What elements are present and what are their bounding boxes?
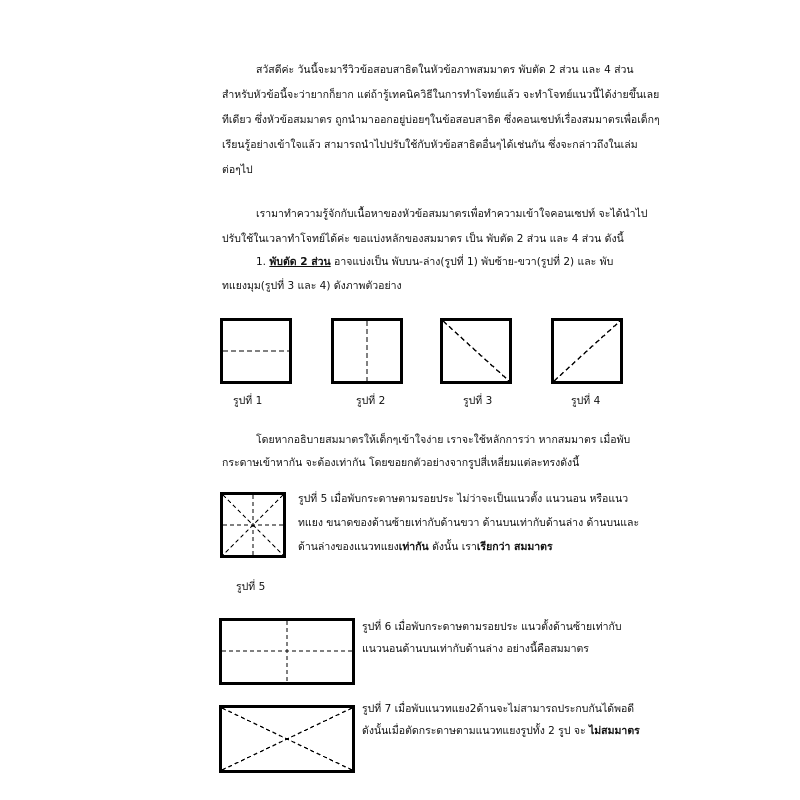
intro-line-2: สำหรับหัวข้อนี้จะว่ายากก็ยาก แต่ถ้ารู้เทคนิควิธีในการทำโจทย์แล้ว จะทำโจทย์แนวนี้ได้ง่ายขึ้นเลย: [222, 89, 660, 101]
item1-line-2: ทแยงมุม(รูปที่ 3 และ 4) ดังภาพตัวอย่าง: [222, 280, 402, 292]
fig5-line-1: รูปที่ 5 เมื่อพับกระดาษตามรอยประ ไม่ว่าจะเป็นแนวตั้ง แนวนอน หรือแนว: [298, 493, 629, 505]
figure-1: [220, 318, 292, 384]
figure-1-caption: รูปที่ 1: [233, 395, 263, 407]
intro-line-5: ต่อๆไป: [222, 164, 253, 176]
fig6-line-2: แนวนอนด้านบนเท่ากับด้านล่าง อย่างนี้คือสมมาตร: [362, 643, 589, 655]
intro-line-3: ทีเดียว ซึ่งหัวข้อสมมาตร ถูกนำมาออกอยู่บ่อยๆในข้อสอบสาธิต ซึ่งคอนเซปท์เรื่องสมมาตรเพื่อเด็กๆ: [222, 114, 660, 126]
figure-2: [331, 318, 403, 384]
fig5-line-3: [298, 540, 553, 554]
fig5-line-2: ทแยง ขนาดของด้านซ้ายเท่ากับด้านขวา ด้านบนเท่ากับด้านล่าง ด้านบนและ: [298, 517, 640, 529]
para2-line-1: เรามาทำความรู้จักกับเนื้อหาของหัวข้อสมมาตรเพื่อทำความเข้าใจคอนเซปท์ จะได้นำไป: [256, 208, 648, 220]
figure-2-caption: รูปที่ 2: [356, 395, 386, 407]
fig7-line-2-text: ดังนั้นเมื่อตัดกระดาษตามแนวทแยงรูปทั้ง 2 รูป จะ: [362, 725, 589, 737]
item1-text: อาจแบ่งเป็น พับบน-ล่าง(รูปที่ 1) พับซ้าย-ขวา(รูปที่ 2) และ พับ: [330, 256, 614, 268]
figure-4: [551, 318, 623, 384]
figure-3: [440, 318, 512, 384]
item1-number: 1.: [256, 256, 267, 268]
fig7-line-2: [362, 724, 640, 738]
para2-line-2: ปรับใช้ในเวลาทำโจทย์ได้ค่ะ ขอแบ่งหลักของสมมาตร เป็น พับตัด 2 ส่วน และ 4 ส่วน ดังนี้: [222, 233, 624, 245]
fig6-line-1: รูปที่ 6 เมื่อพับกระดาษตามรอยประ แนวตั้งด้านซ้ายเท่ากับ: [362, 621, 622, 633]
fig7-bold-not-symmetric: ไม่สมมาตร: [588, 725, 640, 737]
fig5-bold-equal: เท่ากัน: [398, 541, 429, 553]
figure-7: [219, 705, 355, 773]
item1-bold-heading: พับตัด 2 ส่วน: [269, 256, 331, 268]
figure-5-caption: รูปที่ 5: [236, 581, 266, 593]
intro-line-1: สวัสดีค่ะ วันนี้จะมารีวิวข้อสอบสาธิตในหัวข้อภาพสมมาตร พับตัด 2 ส่วน และ 4 ส่วน: [256, 64, 634, 76]
fig5-bold-symmetric: เรียกว่า สมมาตร: [476, 541, 553, 553]
figure-4-caption: รูปที่ 4: [571, 395, 601, 407]
item1-line-1: [256, 255, 613, 269]
intro-line-4: เรียนรู้อย่างเข้าใจแล้ว สามารถนำไปปรับใช้กับหัวข้อสาธิตอื่นๆได้เช่นกัน ซึ่งจะกล่าวถึงในเล่ม: [222, 139, 638, 151]
fig5-line-3-mid: ดังนั้น เรา: [428, 541, 477, 553]
fig5-line-3-text: ด้านล่างของแนวทแยง: [298, 541, 399, 553]
figure-6: [219, 618, 355, 685]
para3-line-2: กระดาษเข้าหากัน จะต้องเท่ากัน โดยขอยกตัวอย่างจากรูปสี่เหลี่ยมแต่ละทรงดังนี้: [222, 457, 580, 469]
para3-line-1: โดยหากอธิบายสมมาตรให้เด็กๆเข้าใจง่าย เราจะใช้หลักการว่า หากสมมาตร เมื่อพับ: [256, 434, 631, 446]
fig7-line-1: รูปที่ 7 เมื่อพับแนวทแยง2ด้านจะไม่สามารถประกบกันได้พอดี: [362, 703, 635, 715]
figure-5: [220, 492, 286, 558]
figure-3-caption: รูปที่ 3: [463, 395, 493, 407]
